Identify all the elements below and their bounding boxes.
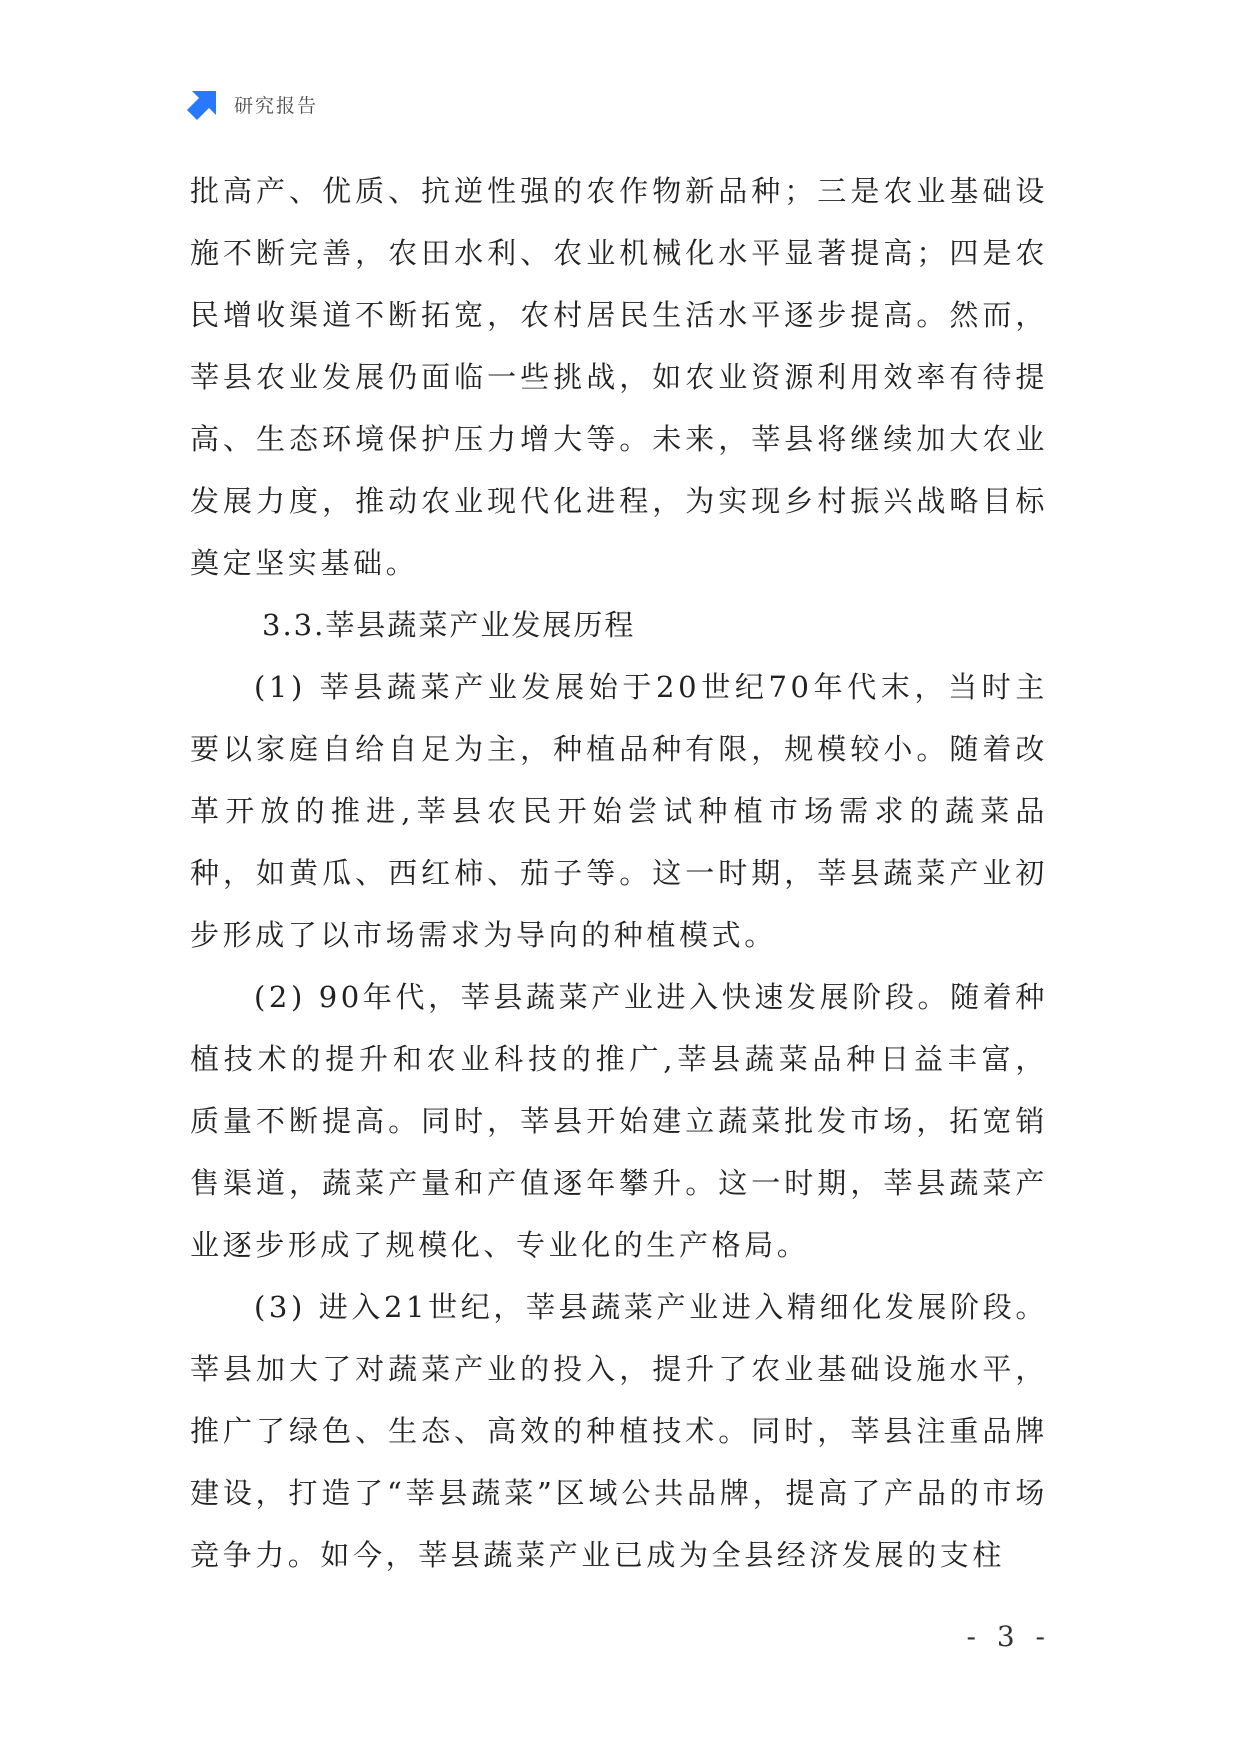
report-header	[186, 86, 318, 122]
page-number: - 3 -	[966, 1620, 1051, 1653]
paragraph-stage-1: (1) 莘县蔬菜产业发展始于20世纪70年代末，当时主要以家庭自给自足为主，种植品种有限，规模较小。随着改革开放的推进,莘县农民开始尝试种植市场需求的蔬菜品种，如黄瓜、西红柿、茄子等。这一时期，莘县蔬菜产业初步形成了以市场需求为导向的种植模式。	[190, 670, 1048, 952]
paragraph-stage-3: (3) 进入21世纪，莘县蔬菜产业进入精细化发展阶段。莘县加大了对蔬菜产业的投入，提升了农业基础设施水平，推广了绿色、生态、高效的种植技术。同时，莘县注重品牌建设，打造了“莘县蔬菜”区域公共品牌，提高了产品的市场竞争力。如今，莘县蔬菜产业已成为全县经济发展的支柱	[190, 1290, 1048, 1572]
paragraph-stage-2: (2) 90年代，莘县蔬菜产业进入快速发展阶段。随着种植技术的提升和农业科技的推广,莘县蔬菜品种日益丰富，质量不断提高。同时，莘县开始建立蔬菜批发市场，拓宽销售渠道，蔬菜产量和产值逐年攀升。这一时期，莘县蔬菜产业逐步形成了规模化、专业化的生产格局。	[190, 980, 1048, 1262]
document-body	[190, 160, 1048, 1586]
header-title: 研究报告	[234, 94, 319, 117]
arrow-logo-icon	[186, 87, 220, 121]
section-heading: 3.3.莘县蔬菜产业发展历程	[262, 608, 636, 642]
paragraph-continuation: 批高产、优质、抗逆性强的农作物新品种；三是农业基础设施不断完善，农田水利、农业机械化水平显著提高；四是农民增收渠道不断拓宽，农村居民生活水平逐步提高。然而，莘县农业发展仍面临一些挑战，如农业资源利用效率有待提高、生态环境保护压力增大等。未来，莘县将继续加大农业发展力度，推动农业现代化进程，为实现乡村振兴战略目标奠定坚实基础。	[190, 174, 1048, 580]
